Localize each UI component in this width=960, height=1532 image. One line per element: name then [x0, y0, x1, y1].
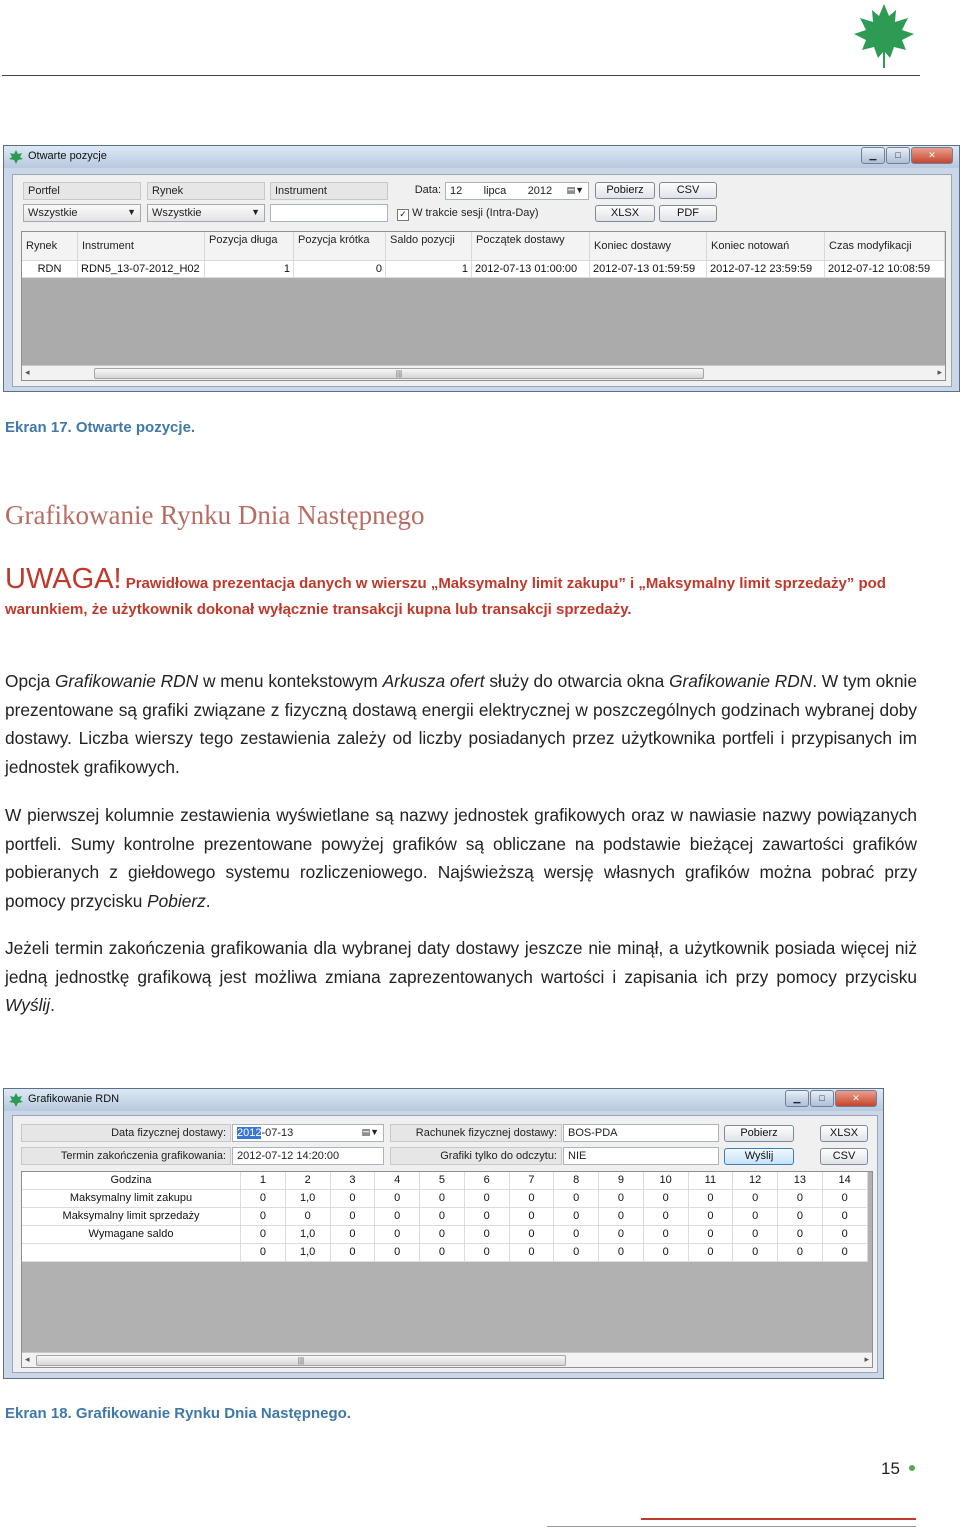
- paragraph-2: [5, 801, 917, 915]
- maximize-button[interactable]: □: [810, 1090, 834, 1107]
- schedule-cell[interactable]: 0: [420, 1244, 465, 1262]
- schedule-cell[interactable]: 0: [644, 1208, 689, 1226]
- date-picker[interactable]: [445, 182, 589, 200]
- cell-saldo[interactable]: 1: [386, 261, 472, 278]
- warning-note: [5, 563, 917, 623]
- pdf-button[interactable]: PDF: [659, 205, 717, 222]
- italic-term: Pobierz: [147, 890, 206, 911]
- schedule-cell[interactable]: 0: [420, 1190, 465, 1208]
- instrument-input[interactable]: [270, 204, 388, 222]
- schedule-cell[interactable]: 0: [778, 1208, 823, 1226]
- wyslij-button[interactable]: Wyślij: [724, 1148, 794, 1165]
- cell-czas-modyfikacji[interactable]: 2012-07-12 10:08:59: [825, 261, 945, 278]
- app-icon: [9, 150, 23, 164]
- schedule-cell[interactable]: 0: [375, 1190, 420, 1208]
- text: w menu kontekstowym: [198, 671, 383, 691]
- row-label: Maksymalny limit zakupu: [22, 1190, 241, 1208]
- cell-instrument[interactable]: RDN5_13-07-2012_H02: [78, 261, 205, 278]
- col-header-poczatek[interactable]: Początek dostawy: [472, 232, 590, 261]
- page-dot-icon: [909, 1465, 915, 1471]
- intraday-checkbox-row[interactable]: [397, 207, 539, 221]
- title-bar: [4, 146, 959, 168]
- hour-header[interactable]: 11: [689, 1172, 734, 1190]
- schedule-cell[interactable]: 1,0: [286, 1244, 331, 1262]
- text: .: [205, 890, 211, 911]
- col-header-czas-modyfikacji[interactable]: Czas modyfikacji: [825, 232, 945, 261]
- scroll-thumb[interactable]: |||: [36, 1355, 566, 1366]
- tylko-value: NIE: [563, 1147, 719, 1165]
- hour-header[interactable]: 5: [420, 1172, 465, 1190]
- schedule-cell[interactable]: 0: [689, 1190, 734, 1208]
- horizontal-scrollbar[interactable]: [22, 1352, 872, 1367]
- header-rule: [2, 75, 920, 76]
- rynek-value: Wszystkie: [152, 207, 202, 219]
- cell-poczatek[interactable]: 2012-07-13 01:00:00: [472, 261, 590, 278]
- schedule-cell[interactable]: 0: [689, 1226, 734, 1244]
- window-title: Otwarte pozycje: [28, 150, 107, 162]
- xlsx-button[interactable]: XLSX: [820, 1125, 868, 1142]
- rynek-label: Rynek: [147, 182, 265, 200]
- tylko-label: Grafiki tylko do odczytu:: [390, 1147, 562, 1165]
- hour-header[interactable]: 9: [599, 1172, 644, 1190]
- schedule-cell[interactable]: 0: [375, 1244, 420, 1262]
- schedule-cell[interactable]: 0: [241, 1244, 286, 1262]
- hour-header[interactable]: 8: [554, 1172, 599, 1190]
- hour-header[interactable]: 14: [823, 1172, 868, 1190]
- schedule-cell[interactable]: 0: [644, 1226, 689, 1244]
- schedule-cell[interactable]: 0: [823, 1190, 868, 1208]
- schedule-cell[interactable]: 0: [823, 1226, 868, 1244]
- schedule-cell[interactable]: 0: [644, 1190, 689, 1208]
- delivery-date-picker[interactable]: [232, 1124, 384, 1142]
- intraday-label: W trakcie sesji (Intra-Day): [412, 207, 539, 219]
- horizontal-scrollbar[interactable]: [22, 365, 945, 380]
- window-title: Grafikowanie RDN: [28, 1093, 120, 1105]
- window-client: [12, 1115, 878, 1373]
- grafikowanie-window: [3, 1088, 884, 1379]
- close-button[interactable]: ✕: [911, 147, 953, 164]
- date-month: lipca: [483, 185, 507, 197]
- row-label: Wymagane saldo: [22, 1226, 241, 1244]
- schedule-cell[interactable]: 1,0: [286, 1190, 331, 1208]
- cell-pozycja-krotka[interactable]: 0: [294, 261, 386, 278]
- schedule-cell[interactable]: 0: [465, 1226, 510, 1244]
- hour-header[interactable]: 1: [241, 1172, 286, 1190]
- rynek-select[interactable]: [147, 204, 265, 222]
- instrument-label: Instrument: [270, 182, 388, 200]
- schedule-cell[interactable]: 0: [510, 1226, 555, 1244]
- schedule-cell[interactable]: 1,0: [286, 1226, 331, 1244]
- portfel-value: Wszystkie: [28, 207, 78, 219]
- csv-button[interactable]: CSV: [820, 1148, 868, 1165]
- maximize-button[interactable]: □: [886, 147, 910, 164]
- schedule-cell[interactable]: 0: [733, 1190, 778, 1208]
- portfel-select[interactable]: [23, 204, 141, 222]
- schedule-cell[interactable]: 0: [599, 1208, 644, 1226]
- footer-rule-grey: [547, 1526, 916, 1527]
- hour-header[interactable]: 10: [644, 1172, 689, 1190]
- date-year-selected: 2012: [237, 1127, 262, 1139]
- schedule-cell[interactable]: 0: [331, 1208, 376, 1226]
- hour-header[interactable]: 12: [733, 1172, 778, 1190]
- text: służy do otwarcia okna: [484, 671, 670, 691]
- schedule-cell[interactable]: 0: [465, 1190, 510, 1208]
- data-label: Data:: [414, 184, 441, 196]
- date-rest: -07-13: [261, 1127, 294, 1139]
- minimize-button[interactable]: ▁: [785, 1090, 809, 1107]
- scroll-right-icon[interactable]: ▸: [864, 1354, 869, 1364]
- page-number: 15: [881, 1459, 900, 1478]
- schedule-cell[interactable]: 0: [823, 1244, 868, 1262]
- schedule-cell[interactable]: 0: [778, 1226, 823, 1244]
- schedule-cell[interactable]: 0: [331, 1244, 376, 1262]
- col-header-pozycja-dluga[interactable]: Pozycja długa: [205, 232, 294, 261]
- schedule-cell[interactable]: 0: [554, 1244, 599, 1262]
- intraday-checkbox[interactable]: ✓: [397, 209, 409, 221]
- footer-rule-red: [641, 1518, 916, 1520]
- schedule-grid: [21, 1171, 873, 1368]
- schedule-cell[interactable]: 0: [241, 1208, 286, 1226]
- col-header-instrument[interactable]: Instrument: [78, 232, 205, 261]
- text: Jeżeli termin zakończenia grafikowania dla wybranej daty dostawy jeszcze nie minął, a użytkownik posiada więcej niż jedną jednostkę grafikową jest możliwa zmiana zaprezentowanych wartości i zapisania ich przy pomocy przycisku: [5, 938, 917, 987]
- rachunek-value: BOS-PDA: [563, 1124, 719, 1142]
- calendar-dropdown-icon: ▤▼: [361, 1127, 379, 1137]
- pobierz-button[interactable]: Pobierz: [724, 1125, 794, 1142]
- warning-label: UWAGA!: [5, 563, 122, 595]
- text: W pierwszej kolumnie zestawienia wyświetlane są nazwy jednostek grafikowych oraz w nawiasie nazwy powiązanych portfeli. Sumy kontrolne prezentowane powyżej grafików są obliczane na podstawie bieżącej zawartości grafików pobieranych z giełdowego systemu rozliczeniowego. Najświeższą wersję własnych grafików można pobrać przy pomocy przycisku: [5, 805, 917, 911]
- termin-label: Termin zakończenia grafikowania:: [21, 1147, 231, 1165]
- schedule-cell[interactable]: 0: [689, 1244, 734, 1262]
- hour-header[interactable]: 13: [778, 1172, 823, 1190]
- schedule-cell[interactable]: 0: [286, 1208, 331, 1226]
- schedule-cell[interactable]: 0: [733, 1244, 778, 1262]
- cell-koniec-dostawy[interactable]: 2012-07-13 01:59:59: [590, 261, 707, 278]
- data-fizycznej-label: Data fizycznej dostawy:: [21, 1124, 231, 1142]
- termin-value: 2012-07-12 14:20:00: [232, 1147, 384, 1165]
- schedule-cell[interactable]: 0: [599, 1244, 644, 1262]
- text: . W tym oknie prezentowane są grafiki związane z fizyczną dostawą energii elektrycznej w poszczególnych godzinach wybranej doby dostawy. Liczba wierszy tego zestawienia zależy od liczby posiadanych przez użytkownika portfeli i przypisanych im jednostek grafikowych.: [5, 671, 918, 777]
- italic-term: Grafikowanie RDN: [54, 671, 199, 691]
- col-header-koniec-notowan[interactable]: Koniec notowań: [707, 232, 825, 261]
- dropdown-arrow-icon: ▼: [251, 207, 260, 217]
- scroll-left-icon[interactable]: ◂: [25, 367, 30, 377]
- hour-header[interactable]: 7: [510, 1172, 555, 1190]
- scroll-thumb[interactable]: |||: [94, 368, 704, 379]
- schedule-cell[interactable]: 0: [599, 1190, 644, 1208]
- cell-koniec-notowan[interactable]: 2012-07-12 23:59:59: [707, 261, 825, 278]
- date-day: 12: [450, 185, 463, 197]
- section-heading: Grafikowanie Rynku Dnia Następnego: [5, 500, 425, 530]
- hour-header[interactable]: 4: [375, 1172, 420, 1190]
- schedule-cell[interactable]: 0: [465, 1208, 510, 1226]
- italic-term: Wyślij: [5, 995, 51, 1015]
- warning-text: Prawidłowa prezentacja danych w wierszu „Maksymalny limit zakupu” i „Maksymalny limit sprzedaży” pod warunkiem, że użytkownik dokonał wyłącznie transakcji kupna lub transakcji sprzedaży.: [5, 575, 886, 618]
- schedule-cell[interactable]: 0: [510, 1244, 555, 1262]
- schedule-cell[interactable]: 0: [823, 1208, 868, 1226]
- rachunek-label: Rachunek fizycznej dostawy:: [390, 1124, 562, 1142]
- schedule-cell[interactable]: 0: [375, 1226, 420, 1244]
- schedule-cell[interactable]: 0: [554, 1190, 599, 1208]
- scroll-left-icon[interactable]: ◂: [25, 1354, 30, 1364]
- schedule-cell[interactable]: 0: [733, 1208, 778, 1226]
- title-bar: [4, 1089, 883, 1111]
- cell-rynek[interactable]: RDN: [22, 261, 78, 278]
- paragraph-1: [5, 667, 917, 781]
- schedule-cell[interactable]: 0: [599, 1226, 644, 1244]
- paragraph-3: [5, 934, 917, 1020]
- row-label-godzina: Godzina: [22, 1172, 241, 1190]
- text: Opcja: [5, 671, 55, 691]
- hour-header[interactable]: 6: [465, 1172, 510, 1190]
- col-header-koniec-dostawy[interactable]: Koniec dostawy: [590, 232, 707, 261]
- schedule-cell[interactable]: 0: [465, 1244, 510, 1262]
- schedule-cell[interactable]: 0: [510, 1208, 555, 1226]
- row-label: Maksymalny limit sprzedaży: [22, 1208, 241, 1226]
- calendar-dropdown-icon: ▤▼: [566, 185, 584, 195]
- schedule-cell[interactable]: 0: [778, 1190, 823, 1208]
- minimize-button[interactable]: ▁: [861, 147, 885, 164]
- schedule-cell[interactable]: 0: [778, 1244, 823, 1262]
- hour-header[interactable]: 3: [331, 1172, 376, 1190]
- csv-button[interactable]: CSV: [659, 182, 717, 199]
- schedule-cell[interactable]: 0: [733, 1226, 778, 1244]
- italic-term: Arkusza ofert: [382, 671, 485, 691]
- window-client: [12, 174, 952, 387]
- positions-grid: [21, 231, 946, 381]
- caption-screen-17: Ekran 17. Otwarte pozycje.: [5, 419, 196, 436]
- schedule-cell[interactable]: 0: [331, 1226, 376, 1244]
- hour-header[interactable]: 2: [286, 1172, 331, 1190]
- leaf-icon: [852, 2, 916, 72]
- text: .: [50, 995, 55, 1015]
- close-button[interactable]: ✕: [835, 1090, 877, 1107]
- schedule-cell[interactable]: 0: [241, 1190, 286, 1208]
- schedule-cell[interactable]: 0: [331, 1190, 376, 1208]
- schedule-cell[interactable]: 0: [644, 1244, 689, 1262]
- scroll-right-icon[interactable]: ▸: [937, 367, 942, 377]
- xlsx-button[interactable]: XLSX: [595, 205, 655, 222]
- schedule-cell[interactable]: 0: [420, 1226, 465, 1244]
- pobierz-button[interactable]: Pobierz: [595, 182, 655, 199]
- dropdown-arrow-icon: ▼: [127, 207, 136, 217]
- portfel-label: Portfel: [23, 182, 141, 200]
- cell-pozycja-dluga[interactable]: 1: [205, 261, 294, 278]
- app-icon: [9, 1093, 23, 1107]
- open-positions-window: [3, 145, 960, 392]
- schedule-cell[interactable]: 0: [689, 1208, 734, 1226]
- schedule-cell[interactable]: 0: [510, 1190, 555, 1208]
- schedule-cell[interactable]: 0: [554, 1226, 599, 1244]
- col-header-saldo[interactable]: Saldo pozycji: [386, 232, 472, 261]
- col-header-pozycja-krotka[interactable]: Pozycja krótka: [294, 232, 386, 261]
- col-header-rynek[interactable]: Rynek: [22, 232, 78, 261]
- date-year: 2012: [527, 185, 553, 197]
- italic-term: Grafikowanie RDN: [669, 671, 813, 691]
- schedule-cell[interactable]: 0: [554, 1208, 599, 1226]
- caption-screen-18: Ekran 18. Grafikowanie Rynku Dnia Następnego.: [5, 1405, 351, 1422]
- schedule-cell[interactable]: 0: [420, 1208, 465, 1226]
- schedule-cell[interactable]: 0: [375, 1208, 420, 1226]
- row-label: [22, 1244, 241, 1262]
- schedule-cell[interactable]: 0: [241, 1226, 286, 1244]
